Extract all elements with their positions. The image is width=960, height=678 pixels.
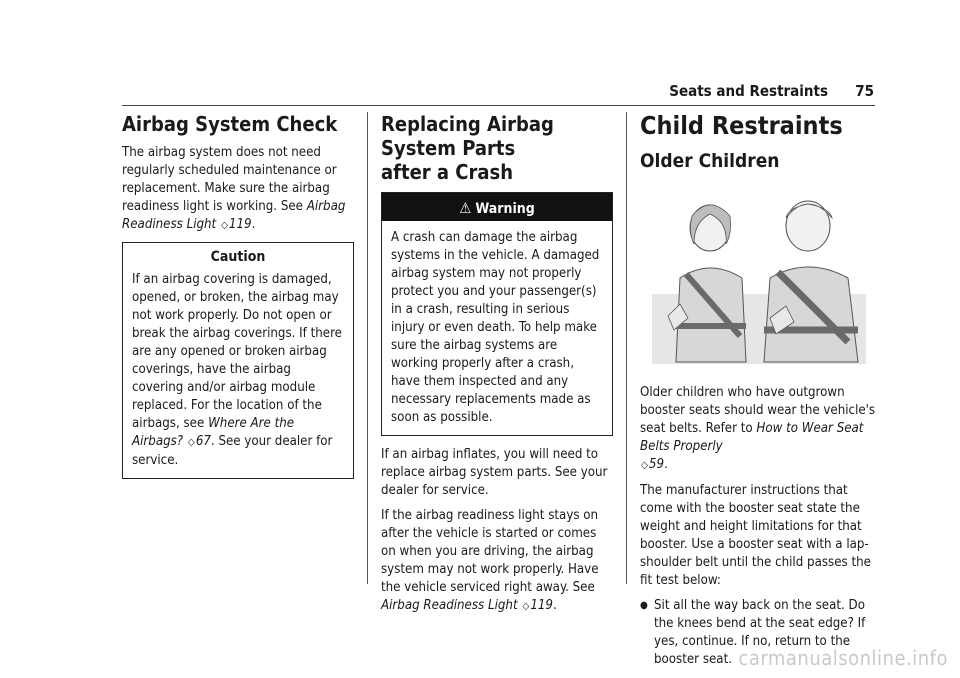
page-ref-icon: ◇ <box>522 601 530 612</box>
readiness-light-paragraph: If the airbag readiness light stays on after the vehicle is started or comes on when you are driving, the airbag system may not work properly. Have the vehicle serviced right away. See Airbag Readiness Light ◇119. <box>381 508 599 613</box>
caution-suffix: . See your dealer for service. <box>132 434 333 468</box>
column-divider-1 <box>367 112 368 584</box>
airbag-check-text: The airbag system does not need regularly scheduled maintenance or replacement. Make sure the airbag readiness light is working. See <box>122 145 337 214</box>
page-ref-number[interactable]: 119 <box>530 598 553 613</box>
section-heading-replacing-parts <box>381 112 613 184</box>
page-ref-number[interactable]: 59 <box>648 456 665 472</box>
warning-header <box>382 193 612 221</box>
caution-box <box>122 242 354 479</box>
bullet-icon: ● <box>640 599 648 611</box>
fit-test-bullet-1: Sit all the way back on the seat. Do the knees bend at the seat edge? If yes, continue. If no, return to the booster seat. <box>654 597 866 667</box>
caution-body: If an airbag covering is damaged, opened, or broken, the airbag may not work properly. Do not open or break the airbag coverings. If there are any opened or broken airbag coverings, have the airbag covering and/or airbag module replaced. For the location of the airbags, see <box>132 272 342 431</box>
caution-text <box>132 271 344 470</box>
older-children-paragraph: Older children who have outgrown booster seats should wear the vehicle's seat belts. Refer to How to Wear Seat Belts Properly ◇59. <box>640 384 876 472</box>
booster-instructions-paragraph: The manufacturer instructions that come with the booster seat state the weight and height limitations for that booster. Use a booster seat with a lap-shoulder belt until the child passes the fit test below: <box>640 482 871 588</box>
column-divider-2 <box>626 112 627 584</box>
page-ref-number[interactable]: 67 <box>195 434 211 449</box>
link-airbag-readiness-light[interactable]: Airbag Readiness Light <box>381 598 518 613</box>
link-how-to-wear-seat-belts[interactable]: How to Wear Seat Belts Properly <box>640 420 864 454</box>
heading-line-2: after a Crash <box>381 160 514 184</box>
column-airbag-check <box>122 112 354 489</box>
link-where-are-the-airbags[interactable]: Where Are the Airbags? <box>132 416 295 449</box>
warning-text: A crash can damage the airbag systems in the vehicle. A damaged airbag system may not properly protect you and your passenger(s) in a crash, resulting in serious injury or even death. To help make sure the airbag systems are working properly after a crash, have them inspected and any necessary replacements made as soon as possible. <box>391 230 600 425</box>
older-children-text: Older children who have outgrown booster seats should wear the vehicle's seat belts. Refer to <box>640 384 876 436</box>
warning-box <box>381 192 613 436</box>
section-heading-airbag-check: Airbag System Check <box>122 112 338 136</box>
children-seatbelt-illustration <box>648 186 870 366</box>
page-ref-icon: ◇ <box>221 220 228 231</box>
link-airbag-readiness-light[interactable]: Airbag Readiness Light <box>122 199 346 232</box>
caution-title: Caution <box>210 249 266 265</box>
page-ref-icon: ◇ <box>187 437 195 448</box>
header-section-title: Seats and Restraints <box>669 82 828 100</box>
warning-icon: ⚠ <box>459 199 472 217</box>
column-replacing-parts <box>381 112 613 623</box>
warning-title: Warning <box>475 201 535 217</box>
replace-parts-paragraph: If an airbag inflates, you will need to replace airbag system parts. See your dealer for service. <box>381 447 608 498</box>
page-ref-number[interactable]: 119 <box>228 217 252 232</box>
column-child-restraints <box>640 112 876 669</box>
page-ref-icon: ◇ <box>641 459 648 471</box>
heading-line-1: Replacing Airbag System Parts <box>381 112 554 160</box>
chapter-title-child-restraints: Child Restraints <box>640 111 843 140</box>
header-page-number: 75 <box>855 82 874 100</box>
airbag-check-paragraph: The airbag system does not need regularly scheduled maintenance or replacement. Make sure the airbag readiness light is working. See Airbag Readiness Light ◇119. <box>122 145 346 232</box>
header-rule <box>122 105 875 106</box>
readiness-light-text: If the airbag readiness light stays on after the vehicle is started or comes on when you are driving, the airbag system may not work properly. Have the vehicle serviced right away. See <box>381 508 599 595</box>
watermark-text: carmanualsonline.info <box>738 646 948 670</box>
subsection-heading-older-children: Older Children <box>640 149 780 172</box>
